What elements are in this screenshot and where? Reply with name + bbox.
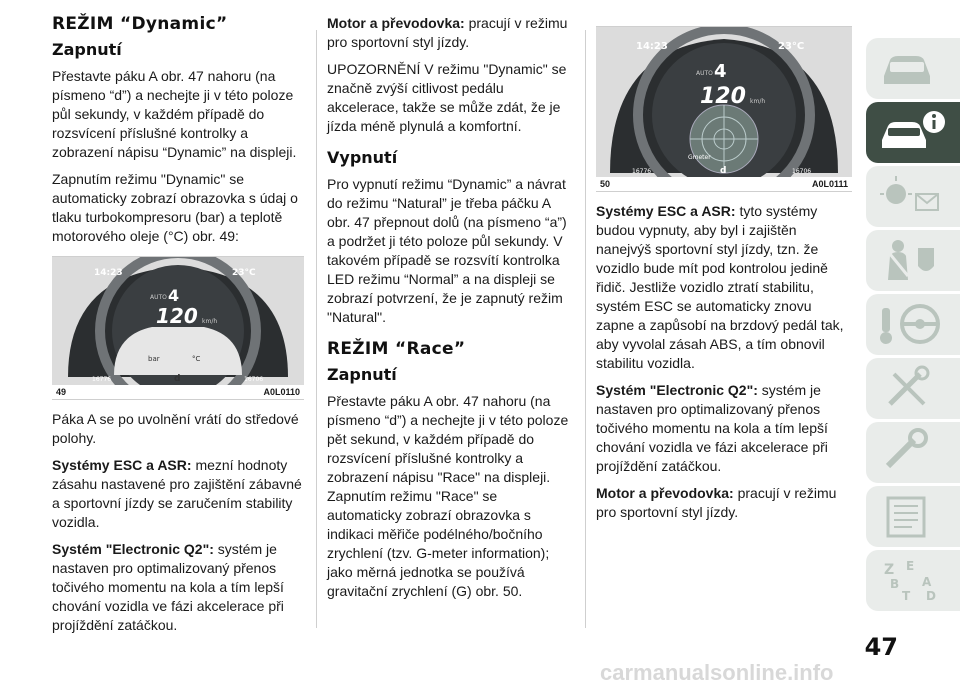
- speed-text: 120: [156, 304, 198, 328]
- column-2: [327, 14, 575, 609]
- clock-text: 14:23: [94, 268, 123, 278]
- warning-light-icon: [876, 172, 946, 220]
- paragraph: Systémy ESC a ASR: mezní hodnoty zásahu nastavené pro zajištění zábavné a sportovní jízdy se zaručením stability vozidla.: [52, 457, 302, 530]
- paragraph: UPOZORNĚNÍ V režimu "Dynamic" se značně zvýší citlivost pedálu akcelerace, takže se může zdát, že je jízda méně plynulá a komfortní.: [327, 61, 567, 134]
- tab-index[interactable]: [866, 550, 960, 611]
- paragraph: Zapnutím režimu "Dynamic" se automaticky zobrazí obrazovka s údaj o tlaku turbokompresoru (bar) a teplotě motorového oleje (°C) obr. 49:: [52, 171, 298, 244]
- spec-sheet-icon: [876, 492, 946, 540]
- bold-term: Motor a převodovka:: [327, 15, 465, 31]
- column-divider: [585, 30, 586, 628]
- paragraph: Pro vypnutí režimu “Dynamic” a návrat do režimu “Natural” je třeba páčku A obr. 47 přepnout dolů (na písmeno “a”) a podržet ji této poloze půl sekundy. V takovém případě se rozsvítí kontrolka LED režimu “Normal” a na displeji se zobrazí potvrzení, že je zapnutý režim "Natural".: [327, 176, 567, 325]
- seatbelt-icon: [876, 236, 946, 284]
- paragraph: Přestavte páku A obr. 47 nahoru (na písmeno “d”) a nechejte ji v této poloze pět sekund, v každém případě do rozsvícení příslušné kontrolky a zobrazení nápisu "Race" na displeji. Zapnutím režimu "Race" se automaticky zobrazí obrazovka s indikaci měřiče podélného/bočního zrychlení (tzv. G-meter information); jako měrná jednotka se používá gravitační zrychlení (G) obr. 50.: [327, 393, 569, 599]
- figure-49: [52, 256, 304, 400]
- bold-term: Systém "Electronic Q2":: [52, 541, 214, 557]
- auto-text: AUTO: [696, 70, 713, 77]
- gear-text: 4: [168, 286, 180, 305]
- odo-right: 16706: [244, 376, 264, 383]
- tab-emergency[interactable]: [866, 358, 960, 419]
- oil-label: °C: [192, 355, 201, 363]
- tools-icon: [876, 364, 946, 412]
- bold-term: Systémy ESC a ASR:: [596, 203, 736, 219]
- unit-text: km/h: [750, 98, 766, 105]
- svg-text:D: D: [926, 589, 936, 603]
- car-front-icon: [876, 44, 936, 92]
- car-info-icon: [876, 108, 946, 156]
- section-title-race: REŽIM “Race”: [327, 339, 466, 359]
- turbo-label: bar: [148, 355, 160, 363]
- mode-letter: d: [720, 166, 727, 176]
- paragraph: Přestavte páku A obr. 47 nahoru (na písmeno “d”) a nechejte ji v této poloze půl sekundy, v každém případě do rozsvícení příslušné kontrolky a zobrazení nápisu “Dynamic” na displeji.: [52, 68, 297, 160]
- svg-text:T: T: [902, 589, 911, 603]
- alphabet-index-icon: [876, 556, 946, 604]
- odo-right: 16706: [792, 168, 812, 175]
- figure-number: 50: [600, 179, 611, 189]
- subheading-off: Vypnutí: [327, 148, 398, 167]
- watermark: carmanualsonline.info: [600, 660, 834, 685]
- temp-text: 23°C: [778, 41, 805, 52]
- figure-number: 49: [56, 387, 67, 397]
- steering-wheel-icon: [876, 300, 946, 348]
- column-divider: [316, 30, 317, 628]
- svg-text:A: A: [922, 575, 932, 589]
- odo-left: 16776: [92, 376, 112, 383]
- chapter-tabs: [866, 38, 960, 614]
- odo-left: 16776: [632, 168, 652, 175]
- auto-text: AUTO: [150, 294, 167, 301]
- page-number: 47: [864, 633, 898, 661]
- instrument-cluster-gmeter-image: [596, 27, 852, 177]
- gmeter-label: Gmeter: [688, 154, 711, 161]
- bold-term: Systémy ESC a ASR:: [52, 457, 192, 473]
- temp-text: 23°C: [232, 268, 256, 278]
- instrument-cluster-image: [52, 257, 304, 385]
- tab-warning-lights[interactable]: [866, 166, 960, 227]
- bold-term: Motor a převodovka:: [596, 485, 734, 501]
- tab-safety[interactable]: [866, 230, 960, 291]
- column-1: [52, 0, 304, 643]
- gear-text: 4: [714, 61, 727, 82]
- svg-text:B: B: [890, 577, 900, 591]
- paragraph: Systém "Electronic Q2": systém je nastaven pro optimalizovaný přenos točivého momentu na kola a tím lepší chování vozidla ve fázi akcelerace při projíždění zatáčkou.: [52, 541, 284, 633]
- figure-caption: [52, 385, 304, 399]
- figure-code: A0L0110: [263, 387, 300, 397]
- paragraph: Motor a převodovka: pracují v režimu pro sportovní styl jízdy.: [596, 485, 837, 520]
- paragraph: Systém "Electronic Q2": systém je nastaven pro optimalizovaný přenos točivého momentu na kola a tím lepší chování vozidla ve fázi akcelerace při projíždění zatáčkou.: [596, 382, 828, 474]
- figure-code: A0L0111: [811, 179, 848, 189]
- tab-maintenance[interactable]: [866, 422, 960, 483]
- figure-caption: [596, 177, 852, 191]
- tab-know-your-car[interactable]: [866, 102, 960, 163]
- bold-term: Systém "Electronic Q2":: [596, 382, 758, 398]
- tab-starting-driving[interactable]: [866, 294, 960, 355]
- column-3: [596, 26, 852, 530]
- paragraph: Páka A se po uvolnění vrátí do středové polohy.: [52, 411, 299, 446]
- unit-text: km/h: [202, 318, 218, 325]
- clock-text: 14:23: [636, 41, 668, 52]
- section-title-dynamic: REŽIM “Dynamic”: [52, 14, 228, 34]
- speed-text: 120: [700, 84, 746, 109]
- paragraph: Systémy ESC a ASR: tyto systémy budou vypnuty, aby byl i zajištěn nanejvýš sportovní styl jízdy, tzn. že vozidlo bude mít pod kontrolou jedině řidič. Jestliže vozidlo ztratí stabilitu, systém ESC se automaticky znovu zapne a zapůsobí na brzdový pedál tak, aby vyvolal zásah ABS, a tím obnovil stabilitu vozidla.: [596, 203, 844, 371]
- tab-technical-data[interactable]: [866, 486, 960, 547]
- figure-50: [596, 26, 852, 192]
- paragraph: Motor a převodovka: pracují v režimu pro sportovní styl jízdy.: [327, 15, 568, 50]
- wrench-icon: [876, 428, 946, 476]
- tab-dashboard[interactable]: [866, 38, 960, 99]
- svg-text:E: E: [906, 559, 915, 573]
- svg-text:Z: Z: [884, 562, 895, 578]
- subheading-on: Zapnutí: [327, 365, 397, 384]
- mode-letter: d: [174, 374, 181, 384]
- subheading-on: Zapnutí: [52, 40, 122, 59]
